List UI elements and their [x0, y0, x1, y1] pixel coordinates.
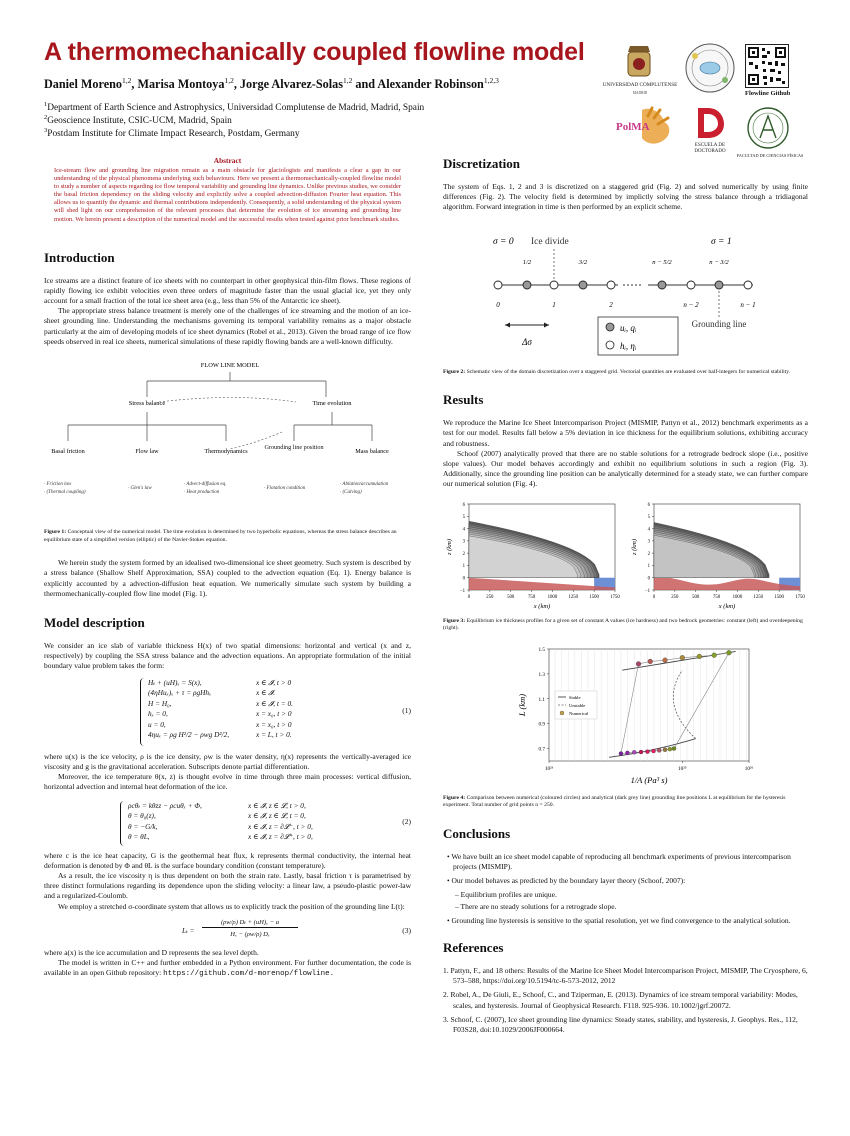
h-node — [494, 281, 502, 289]
eq-rhs: x = x₀, t > 0 — [256, 709, 292, 719]
x-tick-label: 10²³ — [544, 765, 554, 772]
fig2-int-label: 1 — [552, 300, 556, 309]
fig2-dsigma-label: Δσ — [522, 336, 532, 347]
eq-rhs: x = x₀, t > 0 — [256, 719, 292, 729]
discretization-heading: Discretization — [443, 156, 521, 171]
x-tick-label: 1250 — [753, 594, 764, 600]
numerical-point — [663, 658, 668, 663]
model-heading: Model description — [44, 615, 145, 631]
conclusion-item: • Grounding line hysteresis is sensitive to the spatial resolution, yet we find convergence to the analytical solution. — [447, 916, 791, 925]
poster-title: A thermomechanically coupled flowline model — [44, 38, 585, 66]
ucm-logo-subtext: MADRID — [632, 91, 648, 95]
eq-lhs: Hₜ + (uH)ₓ = S(x), — [148, 677, 202, 687]
caption-label: Figure 1: — [44, 529, 67, 536]
eq-numerator: (ρw/ρ) Dₜ + (uH)ₓ − a — [202, 918, 298, 928]
numerical-point — [648, 659, 653, 664]
author-affiliation: 1,2 — [224, 76, 234, 85]
fig2-sigma1: σ = 1 — [711, 236, 732, 247]
qr-pattern — [746, 45, 788, 87]
equation-number: (3) — [402, 925, 411, 935]
author-separator: , — [131, 77, 138, 92]
eq-rhs: x ∈ 𝓘, t = 0. — [256, 698, 293, 708]
author-affiliation: 1,2,3 — [483, 76, 499, 85]
figure-3-right-chart — [628, 496, 808, 614]
model-paragraph: where c is the ice heat capacity, G is the geothermal heat flux, k represents thermal conductivity, the internal heat deformation is denoted by Φ and θL is the surface boundary condition (constant temperature). — [44, 850, 411, 870]
numerical-point — [697, 654, 702, 659]
caption-label: Figure 3: — [443, 617, 466, 624]
h-node — [744, 281, 752, 289]
author-name: Marisa Montoya — [137, 77, 225, 92]
fig1-note: · (Thermal coupling) — [44, 490, 86, 496]
x-tick-label: 1000 — [732, 594, 743, 600]
y-tick-label: 1 — [647, 563, 650, 569]
y-tick-label: 4 — [647, 526, 650, 532]
u-node — [658, 281, 666, 289]
model-text: The model is written in C++ and further embedded in a Python environment. For further documentation, the code is available in an open Github repository: — [44, 957, 411, 978]
eq-row — [148, 699, 411, 710]
model-paragraph: As a result, the ice viscosity η is thus dependent on both the strain rate. Lastly, basal friction τ is parametrised by three distinct formulations regarding its dependence upon the sliding velocity: a linear law, a pseudo-plastic power-law and a regularized-Coulomb. — [44, 870, 411, 901]
caption-text: Conceptual view of the numerical model. The time evolution is determined by two hyperbolic equations, whereas the stress balance describes an equilibrium state of a simplified version (elliptic) of the Navier-Stokes equation. — [44, 529, 397, 543]
y-tick-label: 5 — [462, 514, 465, 520]
numerical-point — [668, 747, 672, 751]
fig1-leaf-label: Thermodynamics — [204, 448, 248, 456]
x-tick-label: 500 — [692, 594, 700, 600]
introduction-paragraph: Ice streams are a distinct feature of ice sheets with no counterpart in other geophysical thin-film flows. These regions of rapidly flowing ice exhibit velocities even three orders of magnitude faster than the usual glacial ice, yet they only account for a small fraction of the total ice sheet area (e.g., less than 5% of the Antarctic ice sheet). — [44, 275, 411, 306]
legend-numerical-swatch — [560, 711, 564, 715]
fig1-leaf-label: Flow law — [135, 448, 159, 456]
x-tick-label: 1250 — [568, 594, 579, 600]
caption-label: Figure 2: — [443, 368, 466, 375]
eq-row — [128, 811, 411, 822]
u-node — [579, 281, 587, 289]
legend-label: Numerical — [569, 710, 589, 716]
equation-number: (1) — [402, 705, 411, 715]
fig2-half-label: 1/2 — [522, 258, 532, 266]
eq-rhs: x ∈ 𝓘. — [256, 688, 276, 698]
model-paragraph: We employ a stretched σ-coordinate system that allows us to explicitly track the position of the grounding line L(t): — [58, 901, 405, 911]
y-tick-label: 1 — [462, 563, 465, 569]
y-tick-label: 1.1 — [538, 696, 545, 703]
x-axis-label: x (km) — [533, 602, 551, 610]
affiliation-number: 2 — [44, 114, 48, 121]
doctorado-text-2: DOCTORADO — [694, 149, 726, 154]
introduction-paragraph: The appropriate stress balance treatment is merely one of the challenges of ice streaming and the motion of an ice-sheet grounding line. Understanding the mechanisms governing its temporal variability remains as a major obstacle particularly at the aim of developing models of ice sheet dynamics (Robel et al., 2013). Given the broad range of ice flow speeds observed in real ice sheets, numerical simulations of these rapidly flowing bands are a well-known difficulty. — [44, 306, 411, 346]
author-separator: , — [233, 77, 240, 92]
y-tick-label: 3 — [647, 539, 650, 545]
u-node — [523, 281, 531, 289]
fig2-legend-h: hᵢ, ηᵢ — [620, 340, 637, 351]
caption-label: Figure 4: — [443, 794, 466, 801]
numerical-point — [657, 748, 661, 752]
fig1-note: · Flotation condition — [264, 486, 306, 492]
x-tick-label: 0 — [467, 594, 471, 600]
eq-lhs: ρcθₜ = kθzz − ρcuθₓ + Φ, — [128, 800, 202, 810]
eq-row — [148, 709, 411, 720]
eq-lhs: Lₜ = — [182, 925, 195, 935]
fig2-grounding-label: Grounding line — [691, 318, 747, 329]
numerical-point — [639, 750, 643, 754]
fig1-note: · Glen's law — [128, 486, 152, 492]
figure-3 — [443, 496, 808, 614]
y-tick-label: 0.9 — [538, 721, 545, 728]
fig2-half-label: n − 3/2 — [709, 258, 729, 266]
fig1-leaf-label: Basal friction — [51, 448, 85, 456]
x-tick-label: 1500 — [589, 594, 599, 600]
numerical-point — [645, 749, 649, 753]
h-node — [550, 281, 558, 289]
qr-label: Flowline Github — [745, 90, 791, 97]
y-tick-label: 2 — [647, 551, 650, 557]
eq-rhs: x ∈ 𝓘, z = ∂𝓛⁻, t > 0, — [248, 821, 313, 831]
author-name: Alexander Robinson — [377, 77, 484, 92]
author-list — [44, 76, 499, 92]
numerical-point — [663, 748, 667, 752]
eq-row — [148, 720, 411, 731]
fig1-note: · Heat production — [184, 490, 220, 496]
x-tick-label: 10²⁵ — [678, 765, 687, 772]
author-name: Daniel Moreno — [44, 77, 122, 92]
y-tick-label: 5 — [647, 514, 650, 520]
caption-text: Comparison between numerical (coloured circles) and analytical (dark grey line) grounding line positions L at equilibrium for the hysteresis experiment. Total number of grid points n = 250. — [443, 794, 786, 809]
fig1-leaf-label: Grounding line position — [264, 444, 324, 452]
y-tick-label: 4 — [462, 526, 465, 532]
numerical-point — [672, 746, 676, 750]
numerical-point — [680, 655, 685, 660]
conclusion-item: • We have built an ice sheet model capable of reproducing all benchmark experiments of previous intercomparison projects (MISMIP). — [447, 852, 791, 871]
eq-row — [148, 730, 411, 741]
author-name: Jorge Alvarez-Solas — [239, 77, 343, 92]
affiliation-number: 3 — [44, 127, 48, 134]
y-tick-label: 3 — [462, 539, 465, 545]
numerical-point — [625, 751, 629, 755]
fig2-ice-divide: Ice divide — [531, 236, 569, 247]
y-axis-label: L (km) — [517, 693, 527, 716]
fig1-leaf-gl-wrap — [259, 444, 329, 464]
model-paragraph: where a(x) is the ice accumulation and D represents the sea level depth. — [44, 947, 259, 957]
doctorado-text-1: ESCUELA DE — [694, 143, 726, 148]
eq-lhs: θ = −G/k, — [128, 821, 158, 831]
ucm-logo — [602, 42, 678, 100]
eq-lhs: hₓ = 0, — [148, 709, 168, 719]
figure-2-caption — [443, 369, 808, 377]
numerical-point — [636, 661, 641, 666]
equation-brace — [140, 678, 146, 746]
figure-3-caption — [443, 618, 808, 633]
fig1-note: · (Calving) — [340, 490, 362, 496]
figure-3-left-chart — [443, 496, 623, 614]
eq-rhs: x ∈ 𝓘, z ∈ 𝓛, t = 0, — [248, 811, 306, 820]
numerical-point — [632, 750, 636, 754]
legend-label: Stable — [569, 694, 581, 700]
eq-lhs: (4ηHuₓ)ₓ + τ = ρgHhₓ — [148, 688, 212, 698]
u-node — [715, 281, 723, 289]
conclusion-subitem: – Equilibrium profiles are unique. — [455, 890, 557, 899]
y-tick-label: 0 — [462, 576, 465, 582]
caption-text: Equilibrium ice thickness profiles for a given set of constant A values (ice hardness) and two bedrock geometries: constant (left) and overdeepening (right). — [443, 617, 803, 632]
fig1-note: · Ablation/accumulation — [340, 482, 389, 488]
x-axis-label: x (km) — [718, 602, 736, 610]
discretization-paragraph: The system of Eqs. 1, 2 and 3 is discretized on a staggered grid (Fig. 2) and solved numerically by using finite differences (Fig. 2). The velocity field is determined by implictly solving the stress balance through a tridiagonal algorithm. Forward integration in time is then performed by an explicit scheme. — [443, 182, 808, 212]
author-affiliation: 1,2 — [342, 76, 353, 85]
y-tick-label: 6 — [462, 502, 465, 508]
fig2-legend-u: uᵢ, qᵢ — [620, 322, 637, 333]
affiliation — [44, 124, 300, 141]
references-heading: References — [443, 940, 504, 955]
conclusion-item: • Our model behaves as predicted by the boundary layer theory (Schoof, 2007): — [447, 876, 686, 885]
eq-rhs: x ∈ 𝓘, z = ∂𝓛⁺, t > 0, — [248, 832, 313, 841]
equation-number: (2) — [402, 816, 411, 826]
results-paragraph: Schoof (2007) analytically proved that there are no stable solutions for a retrograde bedrock slope (i.e., positive slope values). Our model behaves accordingly and exhibit no equilibrium solutions in such a region (Fig. 3). Additionally, since the grounding line position can be analytically determined for a steady state, we can further compare our numerical solution (Fig. 4). — [443, 448, 808, 489]
reference-item: 2. Robel, A., De Giuli, E., Schoof, C., and Tziperman, E. (2013). Dynamics of ice stream temporal variability: Modes, scales, and hysteresis. Journal of Geophysical Research. F118. 925-936. 10.1002/jgrf.20072. — [443, 990, 798, 1010]
x-tick-label: 1500 — [774, 594, 784, 600]
x-tick-label: 750 — [527, 594, 536, 600]
fig2-half-label: 3/2 — [578, 258, 588, 266]
y-tick-label: 0.7 — [538, 746, 545, 753]
introduction-paragraph: We herein study the system formed by an idealised two-dimensional ice sheet geometry. Such system is described by a stress balance (Shallow Shelf Approximation, SSA) coupled to the advection equation (Eq. 1). Energy balance is explicitly accounted by a advection-diffusion heat equation. We numerically simulate such system by building a thermomechanically-coupled flow line model (Fig. 1). — [44, 558, 411, 598]
introduction-heading: Introduction — [44, 249, 115, 265]
eq-denominator: Hₓ − (ρw/ρ) Dₓ — [230, 930, 270, 938]
fig2-int-label: n − 2 — [683, 300, 699, 309]
y-tick-label: −1 — [459, 588, 465, 594]
fig2-int-label: 0 — [496, 300, 500, 309]
affiliation-number: 1 — [44, 101, 48, 108]
author-separator: and — [352, 77, 378, 92]
fig1-note: · Advect-diffusion eq. — [184, 482, 227, 488]
polma-logo — [612, 104, 678, 150]
model-paragraph: Moreover, the ice temperature θ(x, z) is thought evolve in time through three main processes: vertical diffusion, horizontal advection and internal heat deformation of the ice. — [44, 772, 411, 792]
reference-item: 3. Schoof, C. (2007), Ice sheet grounding line dynamics: Steady states, stability, and hysteresis, J. Geophys. Res., 112, F03S28, doi:10.1029/2006JF000664. — [443, 1014, 798, 1035]
legend-label: Unstable — [569, 702, 586, 708]
eq-row — [148, 688, 411, 699]
numerical-point — [652, 749, 656, 753]
eq-row — [128, 832, 411, 843]
y-axis-label: z (km) — [631, 538, 638, 555]
model-paragraph: where u(x) is the ice velocity, ρ is the ice density, ρw is the water density, η(x) represents the vertically-averaged ice viscosity and g is the gravitational acceleration. Subscripts denote partial differentiation. — [44, 751, 411, 771]
polma-text: PolMA — [616, 121, 650, 133]
conclusion-subitem: – There are no steady solutions for a retrograde slope. — [455, 902, 617, 911]
fig1-stress-label: Stress balance — [128, 400, 166, 408]
affiliation-text: Department of Earth Science and Astrophysics, Universidad Complutense de Madrid, Madrid, Spain — [47, 103, 425, 114]
eq-row — [148, 678, 411, 689]
results-heading: Results — [443, 392, 484, 408]
results-paragraph: We reproduce the Marine Ice Sheet Intercomparison Project (MISMIP, Pattyn et al., 2012) benchmark experiments as a test for our model. Results fall below a 5% deviation in ice thickness for the equilibrium solutions, exhibiting accuracy and robustness. — [443, 418, 808, 448]
x-axis-label: 1/A (Pa³ s) — [630, 774, 668, 785]
figure-4-caption — [443, 795, 808, 810]
h-node — [607, 281, 615, 289]
flowline-logo — [683, 42, 737, 94]
y-tick-label: 6 — [647, 502, 650, 508]
eq-lhs: θ = θL, — [128, 832, 150, 841]
fisicas-logo — [736, 104, 804, 160]
fig1-note: · Friction law — [44, 482, 72, 488]
x-tick-label: 750 — [712, 594, 721, 600]
eq-lhs: 4ηuₓ = ρg H²/2 − ρwg D²/2, — [148, 730, 230, 740]
y-tick-label: 1.5 — [538, 646, 545, 653]
figure-4-chart — [443, 641, 808, 791]
y-tick-label: 1.3 — [538, 671, 545, 678]
fig1-leaf-label: Mass balance — [355, 448, 389, 456]
equation-3 — [44, 918, 411, 944]
figure-1-caption — [44, 529, 411, 544]
numerical-point — [712, 653, 717, 658]
x-tick-label: 1750 — [795, 594, 805, 600]
fig2-half-label: n − 5/2 — [652, 258, 672, 266]
github-link[interactable]: https://github.com/d-morenop/flowline. — [163, 970, 335, 979]
figure-1-diagram — [44, 357, 411, 525]
eq-rhs: x ∈ 𝓘, z ∈ 𝓛, t > 0, — [248, 800, 306, 810]
numerical-point — [727, 650, 732, 655]
x-tick-label: 0 — [652, 594, 656, 600]
equation-1 — [148, 678, 411, 748]
eq-row — [128, 822, 411, 833]
model-paragraph: We consider an ice slab of variable thickness H(x) of two spatial dimensions: horizontal and vertical (x and z, respectively) by coupling the SSA stress balance and the advection equations. An appropriate formulation of the initial boundary value problem takes the form: — [44, 641, 411, 671]
equation-2 — [128, 801, 411, 847]
x-tick-label: 250 — [486, 594, 494, 600]
reference-item: 1. Pattyn, F., and 18 others: Results of the Marine Ice Sheet Model Intercomparison Project, MISMIP, The Cryosphere, 6, 573–588, https://doi.org/10.5194/tc-6-573-2012, 2012 — [443, 966, 808, 986]
abstract-text: Ice-stream flow and grounding line migration remain as a main obstacle for glaciologists and manifests a clear a gap in our understanding of the physical phenomena underlying such behaviours. Here we present a thermomechanically-coupled flowline model to study a number of aspects regarding ice flow temporal variability and grounding line dynamics. Unlike previous studies, we consider the basal friction dependency on the sliding velocity and explicitly solve a coupled advection-diffusion Fourier heat equation. This allows us to quantify the dynamic and thermal contributions independently. Consequently, a solid understanding of the physical system will shed light on our comprehension of the relevant processes that determine the evolution of ice streaming and grounding line motion. We herein present a description of the numerical model and the successful results when tested against prior benchmark studies. — [54, 167, 401, 223]
figure-2-grid-diagram — [443, 221, 808, 361]
x-tick-label: 10²⁶ — [744, 765, 754, 772]
affiliation-text: Postdam Institute for Climate Impact Research, Postdam, Germany — [47, 129, 300, 140]
eq-rhs: x = L, t > 0. — [256, 730, 292, 740]
equation-brace — [120, 801, 126, 846]
fig2-int-label: 2 — [609, 300, 613, 309]
h-node — [687, 281, 695, 289]
y-tick-label: 2 — [462, 551, 465, 557]
abstract-title: Abstract — [213, 156, 242, 165]
eq-lhs: H = H₀, — [148, 698, 172, 708]
right-column — [443, 156, 808, 1039]
eq-rhs: x ∈ 𝓘, t > 0 — [256, 677, 292, 687]
y-tick-label: 0 — [647, 576, 650, 582]
eq-lhs: θ = θ₀(z), — [128, 811, 156, 820]
fig1-root-label: FLOW LINE MODEL — [200, 362, 260, 370]
eq-row — [128, 801, 411, 812]
x-tick-label: 1750 — [610, 594, 620, 600]
numerical-point — [619, 751, 623, 755]
x-tick-label: 500 — [507, 594, 515, 600]
ucm-logo-text: UNIVERSIDAD COMPLUTENSE — [602, 82, 678, 88]
y-tick-label: −1 — [644, 588, 650, 594]
fig2-sigma0: σ = 0 — [493, 236, 514, 247]
model-paragraph — [44, 958, 411, 979]
eq-lhs: u = 0, — [148, 719, 166, 729]
fig1-time-label: Time evolution — [312, 400, 352, 408]
x-tick-label: 250 — [671, 594, 679, 600]
affiliation-text: Geoscience Institute, CSIC-UCM, Madrid, Spain — [47, 116, 232, 127]
conclusions-heading: Conclusions — [443, 826, 511, 841]
x-tick-label: 1000 — [547, 594, 558, 600]
fig2-int-label: n − 1 — [740, 300, 756, 309]
doctorado-logo — [690, 106, 730, 158]
qr-code[interactable] — [745, 44, 789, 88]
caption-text: Schematic view of the domain discretization over a staggered grid. Vectorial quantities are evaluated over half-integers for numerical stability. — [466, 368, 791, 375]
author-affiliation: 1,2 — [121, 76, 132, 85]
fisicas-text: FACULTAD DE CIENCIAS FÍSICAS — [736, 153, 804, 158]
left-column — [44, 156, 411, 979]
y-axis-label: z (km) — [446, 538, 453, 555]
